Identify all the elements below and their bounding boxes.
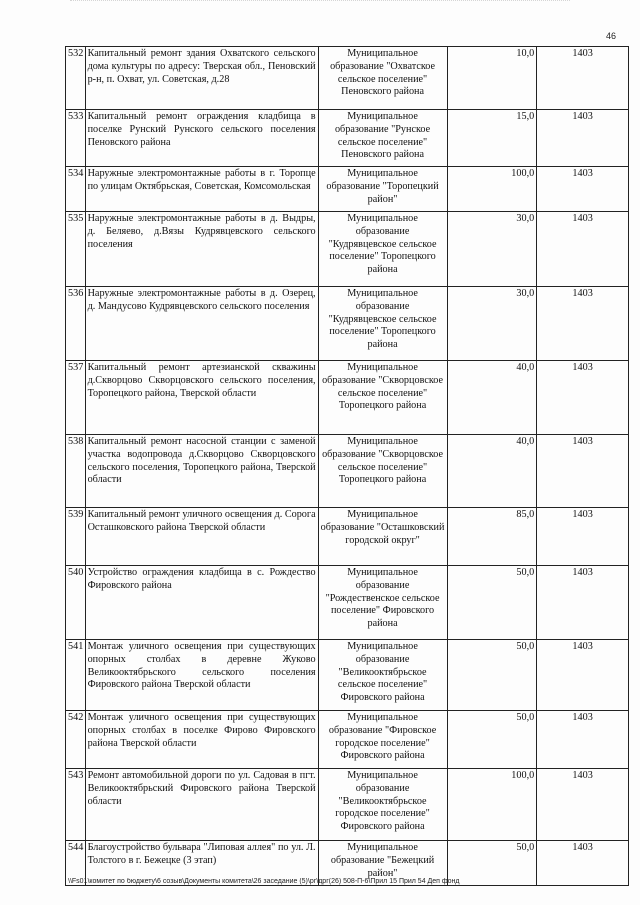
municipality: Муниципальное образование "Кудрявцевское сельское поселение" Торопецкого района [318,212,447,287]
row-number: 535 [66,212,86,287]
work-description: Наружные электромонтажные работы в д. Выдры, д. Беляево, д.Вязы Кудрявцевского сельского поселения [85,212,318,287]
budget-code: 1403 [537,110,629,167]
table-row [66,212,629,287]
work-description: Капитальный ремонт насосной станции с заменой участка водопровода д.Скворцово Скворцовского сельского поселения, Торопецкого района, Тверской области [85,435,318,508]
table-body [66,47,629,886]
municipality: Муниципальное образование "Осташковский городской округ" [318,508,447,566]
municipality: Муниципальное образование "Великооктябрьское городское поселение" Фировского района [318,769,447,841]
work-description: Капитальный ремонт ограждения кладбища в поселке Рунский Рунского сельского поселения Пеновского района [85,110,318,167]
row-number: 542 [66,711,86,769]
amount: 15,0 [447,110,537,167]
municipality: Муниципальное образование "Кудрявцевское сельское поселение" Торопецкого района [318,287,447,361]
row-number: 540 [66,566,86,640]
budget-code: 1403 [537,508,629,566]
row-number: 536 [66,287,86,361]
work-description: Наружные электромонтажные работы в д. Озерец, д. Мандусово Кудрявцевского сельского поселения [85,287,318,361]
allocation-table [65,46,629,886]
amount: 40,0 [447,361,537,435]
budget-code: 1403 [537,47,629,110]
budget-code: 1403 [537,769,629,841]
row-number: 541 [66,640,86,711]
work-description: Капитальный ремонт уличного освещения д. Сорога Осташковского района Тверской области [85,508,318,566]
municipality: Муниципальное образование "Рождественское сельское поселение" Фировского района [318,566,447,640]
municipality: Муниципальное образование "Торопецкий район" [318,167,447,212]
budget-code: 1403 [537,361,629,435]
budget-code: 1403 [537,841,629,886]
budget-code: 1403 [537,435,629,508]
work-description: Устройство ограждения кладбища в с. Рождество Фировского района [85,566,318,640]
row-number: 538 [66,435,86,508]
budget-code: 1403 [537,640,629,711]
row-number: 543 [66,769,86,841]
row-number: 534 [66,167,86,212]
table-row [66,435,629,508]
amount: 85,0 [447,508,537,566]
table-row [66,361,629,435]
table-row [66,769,629,841]
budget-code: 1403 [537,566,629,640]
work-description: Монтаж уличного освещения при существующих опорных столбах в деревне Жуково Великооктябрьского сельского поселения Фировского района Тверской области [85,640,318,711]
table-row [66,508,629,566]
amount: 50,0 [447,566,537,640]
work-description: Ремонт автомобильной дороги по ул. Садовая в пгт. Великооктябрьский Фировского района Тверской области [85,769,318,841]
work-description: Капитальный ремонт здания Охватского сельского дома культуры по адресу: Тверская обл., Пеновский р-н, п. Охват, ул. Советская, д.28 [85,47,318,110]
municipality: Муниципальное образование "Рунское сельское поселение" Пеновского района [318,110,447,167]
file-path-footer: \\Fs01\комитет по бюджету\6 созыв\Документы комитета\26 заседание (5)\рг\дрг(26) 508-П-6\Прил 15 Прил 54 Деп фонд [68,878,460,885]
work-description: Наружные электромонтажные работы в г. Торопце по улицам Октябрьская, Советская, Комсомольская [85,167,318,212]
work-description: Капитальный ремонт артезианской скважины д.Скворцово Скворцовского сельского поселения, Торопецкого района, Тверской области [85,361,318,435]
table-row [66,640,629,711]
amount: 100,0 [447,167,537,212]
table-row [66,566,629,640]
municipality: Муниципальное образование "Фировское городское поселение" Фировского района [318,711,447,769]
table-row [66,287,629,361]
municipality: Муниципальное образование "Скворцовское сельское поселение" Торопецкого района [318,435,447,508]
amount: 50,0 [447,841,537,886]
page-number: 46 [606,31,617,41]
work-description: Монтаж уличного освещения при существующих опорных столбах в поселке Фирово Фировского района Тверской области [85,711,318,769]
work-description: Благоустройство бульвара "Липовая аллея" по ул. Л. Толстого в г. Бежецке (3 этап) [85,841,318,886]
row-number: 544 [66,841,86,886]
municipality: Муниципальное образование "Охватское сельское поселение" Пеновского района [318,47,447,110]
scan-noise [70,0,570,7]
municipality: Муниципальное образование "Великооктябрьское сельское поселение" Фировского района [318,640,447,711]
row-number: 532 [66,47,86,110]
amount: 30,0 [447,287,537,361]
amount: 100,0 [447,769,537,841]
amount: 50,0 [447,640,537,711]
amount: 40,0 [447,435,537,508]
table-row [66,110,629,167]
budget-code: 1403 [537,167,629,212]
table-row [66,711,629,769]
row-number: 533 [66,110,86,167]
amount: 30,0 [447,212,537,287]
municipality: Муниципальное образование "Скворцовское сельское поселение" Торопецкого района [318,361,447,435]
amount: 50,0 [447,711,537,769]
row-number: 539 [66,508,86,566]
amount: 10,0 [447,47,537,110]
budget-code: 1403 [537,711,629,769]
row-number: 537 [66,361,86,435]
budget-code: 1403 [537,287,629,361]
budget-code: 1403 [537,212,629,287]
table-row [66,47,629,110]
table-row [66,167,629,212]
municipality: Муниципальное образование "Бежецкий район" [318,841,447,886]
